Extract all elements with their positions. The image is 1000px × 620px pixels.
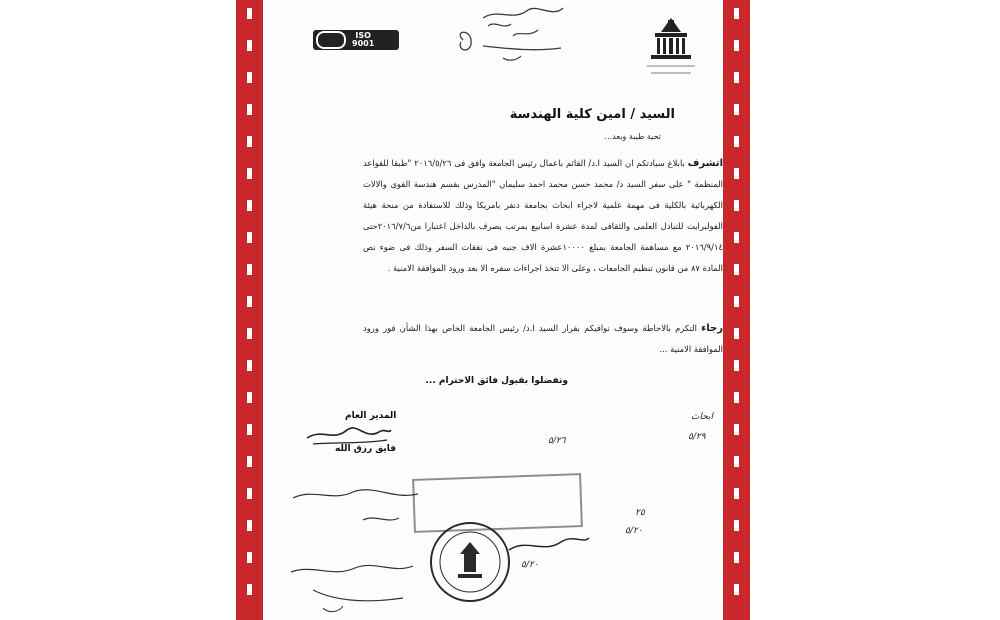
recipient-title: السيد / امين كلية الهندسة (509, 107, 675, 122)
letter-paper (263, 0, 723, 620)
body-lead-word: اتشرف (687, 158, 723, 169)
handwritten-date-bottom-right: ٥/٢٠ (625, 526, 643, 536)
closing-line: وتفضلوا بقبول فائق الاحترام ... (425, 376, 568, 386)
signatory-title: المدير العام (345, 411, 397, 421)
greeting-line: تحية طيبة وبعد... (604, 132, 661, 141)
check-badge-icon (316, 31, 346, 49)
handwritten-note-bottom-right: ٢٥ (635, 508, 645, 518)
iso-label: ISO (355, 31, 371, 40)
left-red-border (236, 0, 263, 620)
handwritten-note-left: ابحاث (691, 412, 714, 422)
stamp-date: ٥/٢٠ (521, 560, 539, 570)
letter-body (363, 153, 723, 279)
iso-number: 9001 (352, 39, 375, 48)
document-page (236, 0, 750, 620)
request-lead-word: رجاء (701, 323, 723, 334)
signatory-name: فايق رزق الله (335, 444, 397, 454)
official-round-seal (428, 520, 512, 604)
stamp-handwriting (503, 520, 593, 580)
right-red-border (723, 0, 750, 620)
top-handwritten-annotation (443, 0, 583, 80)
handwritten-date-middle: ٥/٢٦ (548, 436, 566, 446)
body-paragraph: بابلاغ سيادتكم ان السيد ا.د/ القائم باعمال رئيس الجامعة وافق فى ٢٠١٦/٥/٢٦ "طبقا للقواعد المنظمة " على سفر السيد د/ محمد حسن محمد احمد سليمان "المدرس بقسم هندسة القوى والالات الكهربائية بالكلية فى مهمة علمية لاجراء ابحاث بجامعة دنفر بامريكا وذلك للاستفادة من منحة هيئة الفولبرايت للتبادل العلمى والثقافى لمدة عشرة اسابيع بمرتب يصرف بالداخل اعتبارا من٢٠١٦/٧/٦حتى ٢٠١٦/٩/١٤ مع مساهمة الجامعة بمبلغ ١٠٠٠٠عشرة الاف جنيه فى نفقات السفر وذلك فى ضوء نص المادة ٨٧ من قانون تنظيم الجامعات ، وعلى الا تتخذ اجراءات سفره الا بعد ورود الموافقة الامنية . (363, 158, 723, 273)
university-logo-icon (641, 18, 701, 80)
request-paragraph (363, 318, 723, 360)
handwritten-date-left: ٥/٢٩ (688, 432, 706, 442)
iso-certification-logo (313, 30, 399, 50)
bottom-left-handwriting (283, 480, 433, 620)
request-text: التكرم بالاحاطة وسوف نوافيكم بقرار السيد ا.د/ رئيس الجامعة الخاص بهذا الشأن فور ورود الموافقة الامنية ... (363, 323, 723, 354)
